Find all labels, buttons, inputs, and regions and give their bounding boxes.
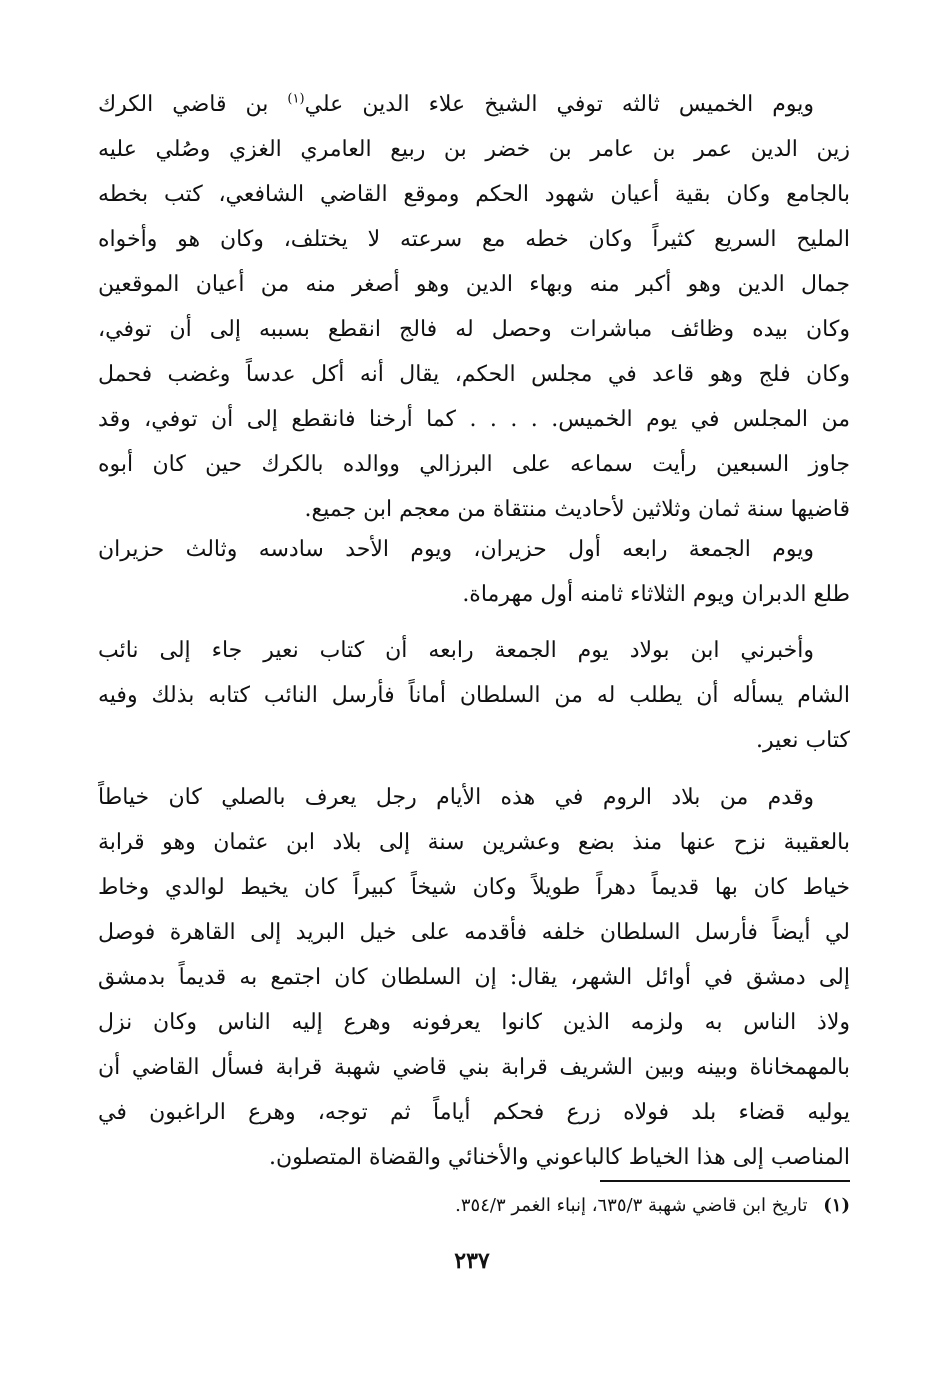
paragraph-line: إلى دمشق في أوائل الشهر، يقال: إن السلطان كان اجتمع به قديماً بدمشق (98, 965, 850, 990)
footnote (98, 1186, 850, 1226)
paragraph-line: لي أيضاً فأرسل السلطان خلفه فأقدمه على خيل البريد إلى القاهرة فوصل (98, 920, 850, 945)
footnote-divider (600, 1180, 850, 1182)
paragraph-death-of-alaa-al-din (98, 82, 850, 532)
paragraph-line: خياط كان بها قديماً دهراً طويلاً وكان شيخاً كبيراً كان يخيط لوالدي وخاط (98, 875, 850, 900)
footnote-number: (١) (823, 1195, 850, 1216)
paragraph-line: كتاب نعير. (755, 728, 850, 753)
page-number: ٢٣٧ (454, 1248, 490, 1274)
paragraph-line: يوليه قضاء بلد فولاه زرع فحكم أياماً ثم توجه، وهرع الراغبون في (98, 1100, 850, 1125)
paragraph-line: المليح السريع كثيراً وكان خطه مع سرعته لا يختلف، وكان هو وأخواه (98, 227, 850, 252)
paragraph-line: جمال الدين وهو أكبر منه وبهاء الدين وهو أصغر منه من أعيان الموقعين (98, 272, 850, 297)
paragraph-line: بالعقيبة نزح عنها منذ بضع وعشرين سنة إلى بلاد ابن عثمان وهو قرابة (98, 830, 850, 855)
paragraph-line: طلع الدبران ويوم الثلاثاء ثامنه أول مهرماة. (462, 582, 850, 607)
paragraph-nuair-letter (98, 628, 850, 763)
paragraph-line: الشام يسأله أن يطلب له من السلطان أماناً فأرسل النائب كتابه بذلك وفيه (98, 683, 850, 708)
paragraph-line: وكان فلج وهو قاعد في مجلس الحكم، يقال أنه أكل عدساً وغضب فحمل (98, 362, 850, 387)
footnote-text: تاريخ ابن قاضي شهبة ٦٣٥/٣، إنباء الغمر ٣٥٤/٣. (455, 1195, 808, 1216)
paragraph-tailor-from-rum (98, 775, 850, 1180)
paragraph-line: جاوز السبعين رأيت سماعه على البرزالي ووالده بالكرك حين كان أبوه (98, 452, 850, 477)
paragraph-line: ولاذ الناس به ولزمه الذين كانوا يعرفونه وهرع إليه الناس وكان نزل (98, 1010, 850, 1035)
paragraph-line: قاضيها سنة ثمان وثلاثين لأحاديث منتقاة من معجم ابن جميع. (304, 497, 850, 522)
paragraph-line: زين الدين عمر بن عامر بن خضر بن ربيع العامري الغزي وصُلي عليه (98, 137, 850, 162)
paragraph-line: وقدم من بلاد الروم في هذه الأيام رجل يعرف بالصلي كان خياطاً (98, 785, 814, 810)
paragraph-line: ويوم الجمعة رابعه أول حزيران، ويوم الأحد سادسه وثالث حزيران (98, 537, 814, 562)
paragraph-line: وأخبرني ابن بولاد يوم الجمعة رابعه أن كتاب نعير جاء إلى نائب (98, 638, 814, 663)
paragraph-line: بالمهمخاناة وبينه وبين الشريف قرابة بني قاضي شهبة قرابة فسأل القاضي أن (98, 1055, 850, 1080)
footnote-marker: (١) (287, 91, 305, 107)
paragraph-line: ويوم الخميس ثالثه توفي الشيخ علاء الدين علي$^{(١)}$ بن قاضي الكرك (98, 91, 814, 117)
paragraph-line: من المجلس في يوم الخميس. . . . . كما أرخنا فانقطع إلى أن توفي، وقد (98, 407, 850, 432)
paragraph-line: المناصب إلى هذا الخياط كالباعوني والأخنائي والقضاة المتصلون. (268, 1145, 850, 1170)
paragraph-line: بالجامع وكان بقية أعيان شهود الحكم وموقع القاضي الشافعي، كتب بخطه (98, 182, 850, 207)
paragraph-line: وكان بيده وظائف مباشرات وحصل له فالج انقطع بسببه إلى أن توفي، (98, 317, 850, 342)
paragraph-hazeeran (98, 527, 850, 617)
